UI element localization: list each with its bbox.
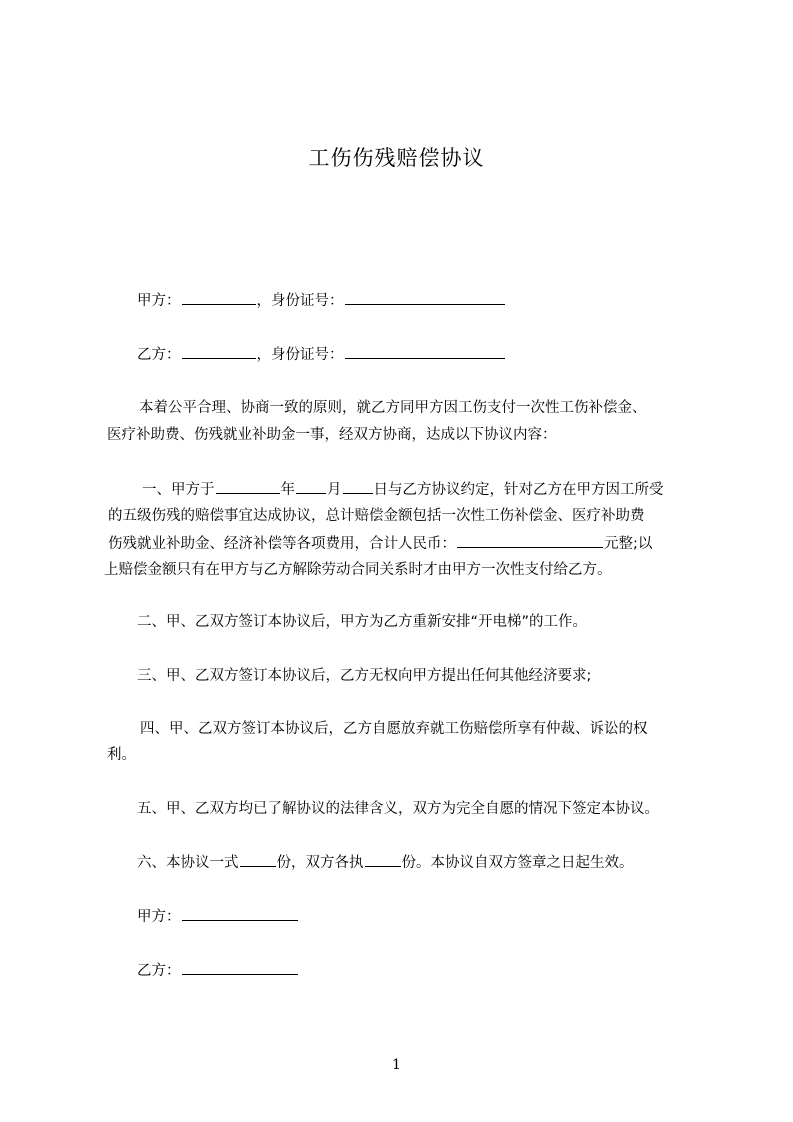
clause-1-day-blank xyxy=(343,479,373,494)
party-b-id-blank xyxy=(345,344,505,359)
clause-1-month: 月 xyxy=(327,482,342,498)
clause-6-copies-blank xyxy=(240,852,276,867)
clause-1-prefix: 一、甲方于 xyxy=(142,482,215,498)
party-a-id-label: ，身份证号： xyxy=(256,293,344,309)
clause-3: 三、甲、乙双方签订本协议后，乙方无权向甲方提出任何其他经济要求; xyxy=(137,668,592,684)
clause-1-amount-blank xyxy=(457,533,603,548)
clause-1-month-blank xyxy=(296,479,326,494)
clause-1-day-rest: 日与乙方协议约定，针对乙方在甲方因工所受 xyxy=(373,482,664,498)
clause-2: 二、甲、乙双方签订本协议后，甲方为乙方重新安排“开电梯”的工作。 xyxy=(137,614,588,630)
clause-1-line-4: 上赔偿金额只有在甲方与乙方解除劳动合同关系时才由甲方一次性支付给乙方。 xyxy=(104,562,612,578)
party-b-label: 乙方： xyxy=(137,347,181,363)
clause-1-line-1 xyxy=(142,479,664,500)
intro-line-1: 本着公平合理、协商一致的原则，就乙方同甲方因工伤支付一次性工伤补偿金、 xyxy=(139,400,647,416)
clause-1-line-2: 的五级伤残的赔偿事宜达成协议，总计赔偿金额包括一次性工伤补偿金、医疗补助费 xyxy=(108,508,645,524)
clause-1-year-blank xyxy=(216,479,280,494)
signature-party-b xyxy=(137,960,299,981)
clause-1-line-3-prefix: 伤残就业补助金、经济补偿等各项费用，合计人民币： xyxy=(108,536,456,552)
party-a-label: 甲方： xyxy=(137,293,181,309)
page-number: 1 xyxy=(392,1057,401,1073)
clause-4-line-1: 四、甲、乙双方签订本协议后，乙方自愿放弃就工伤赔偿所享有仲裁、诉讼的权 xyxy=(140,721,648,737)
signature-party-a-blank xyxy=(182,906,298,921)
clause-6 xyxy=(137,852,634,873)
clause-1-year: 年 xyxy=(280,482,295,498)
clause-5: 五、甲、乙双方均已了解协议的法律含义，双方为完全自愿的情况下签定本协议。 xyxy=(137,801,659,817)
clause-6-mid: 份，双方各执 xyxy=(276,855,364,871)
party-b-line xyxy=(137,344,506,365)
clause-4-line-2: 利。 xyxy=(107,747,136,763)
document-title: 工伤伤残赔偿协议 xyxy=(308,146,485,170)
signature-party-a xyxy=(137,906,299,927)
party-a-line xyxy=(137,290,506,311)
clause-1-line-3 xyxy=(108,533,652,554)
clause-6-suffix: 份。本协议自双方签章之日起生效。 xyxy=(401,855,634,871)
party-a-name-blank xyxy=(182,290,256,305)
intro-line-2: 医疗补助费、伤残就业补助金一事，经双方协商，达成以下协议内容： xyxy=(107,427,557,443)
clause-1-line-3-suffix: 元整;以 xyxy=(604,536,653,552)
party-b-name-blank xyxy=(182,344,256,359)
party-b-id-label: ，身份证号： xyxy=(256,347,344,363)
signature-party-a-label: 甲方： xyxy=(137,909,181,925)
signature-party-b-blank xyxy=(182,960,298,975)
clause-6-each-blank xyxy=(365,852,401,867)
clause-6-prefix: 六、本协议一式 xyxy=(137,855,239,871)
party-a-id-blank xyxy=(345,290,505,305)
signature-party-b-label: 乙方： xyxy=(137,963,181,979)
